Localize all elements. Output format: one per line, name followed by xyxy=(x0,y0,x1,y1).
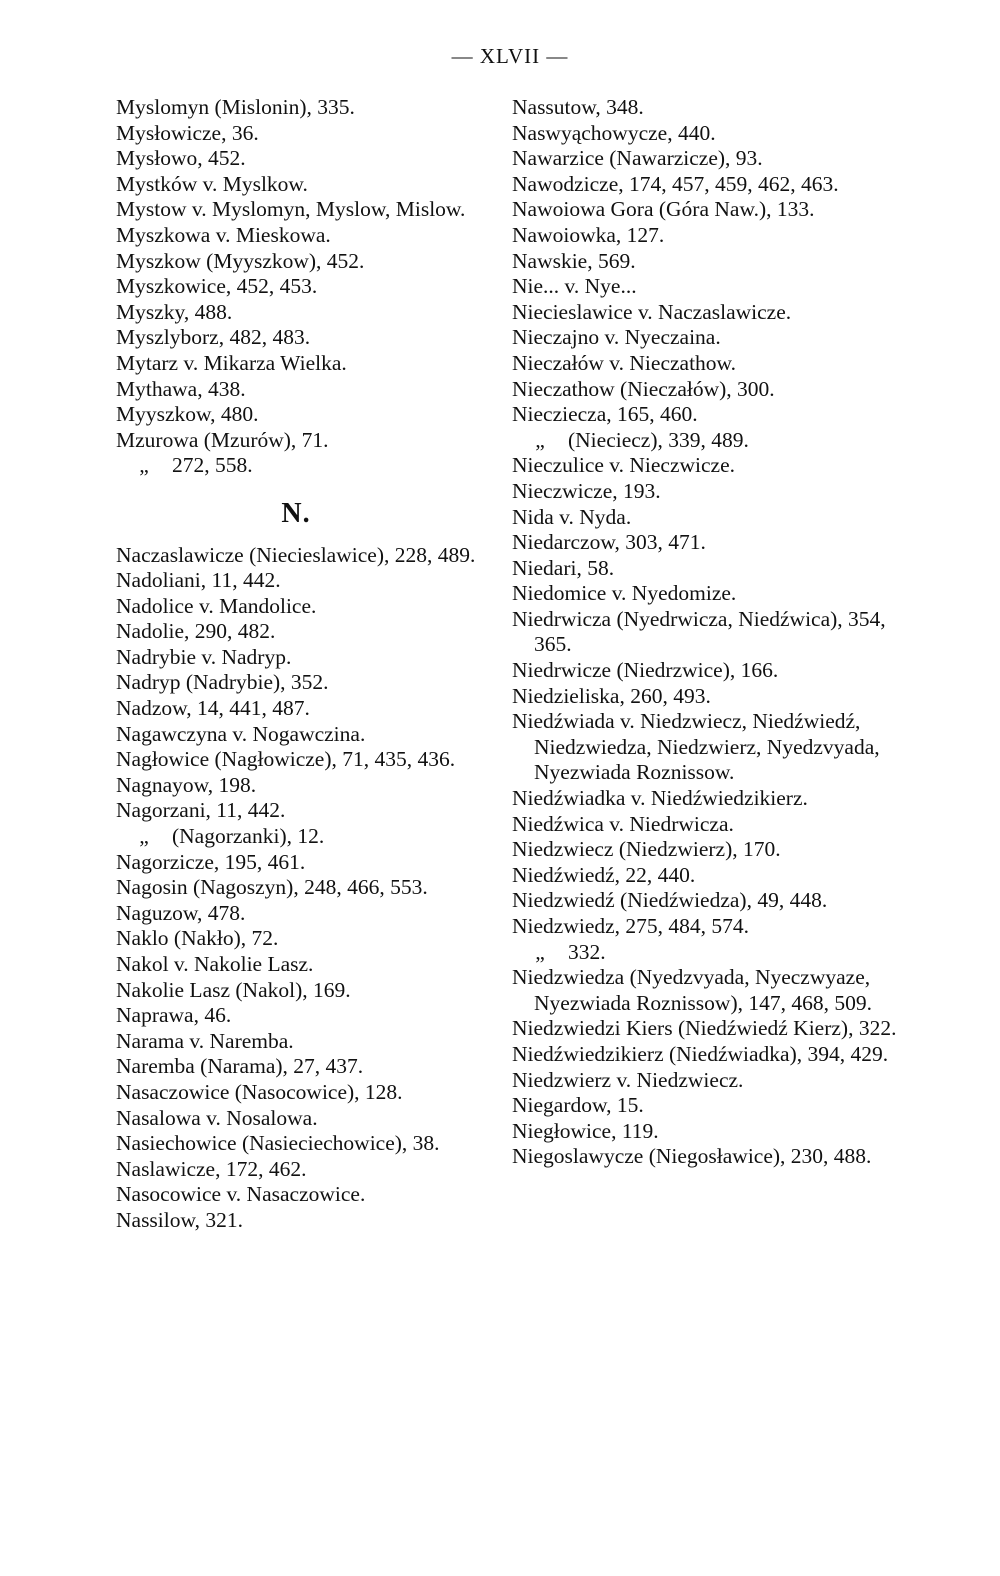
index-entry: Nadryp (Nadrybie), 352. xyxy=(116,670,329,695)
index-entry: Nagłowice (Nagłowicze), 71, 435, 436. xyxy=(116,747,456,772)
index-entry: Niedzwiedz, 275, 484, 574. xyxy=(512,914,750,938)
index-entry: Mytarz v. Mikarza Wielka. xyxy=(116,350,347,375)
ditto-text: 272, 558. xyxy=(172,453,253,478)
index-entry: Mysłowo, 452. xyxy=(116,146,246,171)
index-entry: Nawoiowka, 127. xyxy=(512,222,665,247)
index-entry: Niedźwica v. Niedrwicza. xyxy=(512,811,734,836)
index-entry: Nagnayow, 198. xyxy=(116,772,257,797)
index-entry: Nadolice v. Mandolice. xyxy=(116,593,317,618)
index-entry: Niedzwiecz (Niedzwierz), 170. xyxy=(512,837,781,862)
index-entry: Niedzwierz v. Niedzwiecz. xyxy=(512,1067,744,1092)
index-entry: Myszlyborz, 482, 483. xyxy=(116,325,311,350)
index-entry: Nassutow, 348. xyxy=(512,95,644,119)
ditto-entry xyxy=(116,824,506,850)
index-entry: Naguzow, 478. xyxy=(116,900,246,925)
index-entry: Nadolie, 290, 482. xyxy=(116,619,276,644)
ditto-mark: „ xyxy=(139,453,149,478)
index-entry: Niedźwiedź, 22, 440. xyxy=(512,862,696,887)
index-entry: Niedźwiadka v. Niedźwiedzikierz. xyxy=(512,786,808,811)
index-entry: Myszky, 488. xyxy=(116,299,233,324)
index-entry: Niedarczow, 303, 471. xyxy=(512,530,706,555)
index-entry: Nawodzicze, 174, 457, 459, 462, 463. xyxy=(512,171,839,196)
index-entry: Nida v. Nyda. xyxy=(512,504,632,529)
index-entry: Nadzow, 14, 441, 487. xyxy=(116,696,310,721)
ditto-entry xyxy=(512,940,907,966)
index-entry: Myszkowa v. Mieskowa. xyxy=(116,222,331,247)
index-entry: Mzurowa (Mzurów), 71. xyxy=(116,427,329,452)
index-entry: Myszkow (Myyszkow), 452. xyxy=(116,248,365,273)
index-entry: Nieczulice v. Nieczwicze. xyxy=(512,453,736,478)
index-entry: Niedzwiedź (Niedźwiedza), 49, 448. xyxy=(512,888,828,913)
index-entry: Niedzwiedza (Nyedzvyada, Nyeczwyaze, Nyezwiada Roznissow), 147, 468, 509. xyxy=(512,965,872,1015)
index-entry: Niedrwicze (Niedrzwice), 166. xyxy=(512,658,779,683)
entry-group-n-cont xyxy=(116,850,506,1234)
index-entry: Nieczwicze, 193. xyxy=(512,478,661,503)
index-entry: Niedzwiedzi Kiers (Niedźwiedź Kierz), 322. xyxy=(512,1016,897,1041)
index-entry: Nieczathow (Nieczałów), 300. xyxy=(512,376,775,401)
index-entry: Nawarzice (Nawarzicze), 93. xyxy=(512,146,763,171)
index-entry: Myyszkow, 480. xyxy=(116,402,259,427)
entry-group-b xyxy=(512,453,907,939)
index-entry: Naremba (Narama), 27, 437. xyxy=(116,1054,364,1079)
index-entry: Niegłowice, 119. xyxy=(512,1118,659,1143)
index-entry: Naswyąchowycze, 440. xyxy=(512,120,716,145)
section-letter-n: N. xyxy=(281,497,311,529)
index-entry: Nassilow, 321. xyxy=(116,1207,244,1232)
index-entry: Myszkowice, 452, 453. xyxy=(116,274,318,299)
index-entry: Naslawicze, 172, 462. xyxy=(116,1156,307,1181)
index-entry: Nasalowa v. Nosalowa. xyxy=(116,1105,318,1130)
entry-group-c xyxy=(512,965,907,1170)
index-entry: Nasaczowice (Nasocowice), 128. xyxy=(116,1079,403,1104)
entry-group-n xyxy=(116,543,506,825)
ditto-text: 332. xyxy=(568,939,606,964)
index-entry: Niegardow, 15. xyxy=(512,1093,644,1118)
index-entry: Nieczajno v. Nyeczaina. xyxy=(512,325,721,350)
index-entry: Narama v. Naremba. xyxy=(116,1028,294,1053)
index-column-right xyxy=(512,95,907,1170)
index-entry: Niecieslawice v. Naczaslawicze. xyxy=(512,299,792,324)
index-entry: Niedzieliska, 260, 493. xyxy=(512,683,711,708)
ditto-entry xyxy=(116,453,506,479)
index-entry: Nawskie, 569. xyxy=(512,248,636,273)
index-entry: Nie... v. Nye... xyxy=(512,274,637,299)
index-entry: Niedari, 58. xyxy=(512,555,615,580)
index-entry: Myslomyn (Mislonin), 335. xyxy=(116,95,355,119)
page-header xyxy=(0,44,1000,69)
ditto-text: (Nagorzanki), 12. xyxy=(172,824,325,849)
index-entry: Nieczałów v. Nieczathow. xyxy=(512,350,737,375)
ditto-text: (Nieciecz), 339, 489. xyxy=(568,427,749,452)
index-entry: Nadrybie v. Nadryp. xyxy=(116,644,292,669)
index-entry: Naprawa, 46. xyxy=(116,1003,232,1028)
entry-group-a xyxy=(512,95,907,428)
index-entry: Mysłowicze, 36. xyxy=(116,120,259,145)
index-entry: Niedźwiada v. Niedzwiecz, Niedźwiedź, Niedzwiedza, Niedzwierz, Nyedzvyada, Nyezwiada Roznissow. xyxy=(512,709,880,785)
index-column-left xyxy=(116,95,506,1234)
index-entry: Mystow v. Myslomyn, Myslow, Mislow. xyxy=(116,197,466,222)
index-entry: Nagawczyna v. Nogawczina. xyxy=(116,721,366,746)
index-entry: Niedomice v. Nyedomize. xyxy=(512,581,737,606)
index-entry: Niecziecza, 165, 460. xyxy=(512,402,698,427)
index-entry: Nawoiowa Gora (Góra Naw.), 133. xyxy=(512,197,815,222)
index-entry: Naczaslawicze (Niecieslawice), 228, 489. xyxy=(116,542,476,567)
index-entry: Niegoslawycze (Niegosławice), 230, 488. xyxy=(512,1144,872,1169)
ditto-entry xyxy=(512,428,907,454)
index-entry: Mystków v. Myslkow. xyxy=(116,171,308,196)
index-entry: Mythawa, 438. xyxy=(116,376,246,401)
index-entry: Nadoliani, 11, 442. xyxy=(116,568,281,593)
index-entry: Nasiechowice (Nasieciechowice), 38. xyxy=(116,1131,440,1156)
index-entry: Nagorzicze, 195, 461. xyxy=(116,849,306,874)
index-entry: Nakolie Lasz (Nakol), 169. xyxy=(116,977,351,1002)
index-entry: Nagosin (Nagoszyn), 248, 466, 553. xyxy=(116,875,428,900)
index-entry: Nagorzani, 11, 442. xyxy=(116,798,286,823)
index-entry: Naklo (Nakło), 72. xyxy=(116,926,279,951)
ditto-mark: „ xyxy=(535,939,545,964)
ditto-mark: „ xyxy=(535,427,545,452)
index-entry: Nasocowice v. Nasaczowice. xyxy=(116,1182,366,1207)
index-entry: Nakol v. Nakolie Lasz. xyxy=(116,952,314,976)
entry-group-m xyxy=(116,95,506,453)
index-entry: Niedrwicza (Nyedrwicza, Niedźwica), 354, 365. xyxy=(512,606,886,657)
index-entry: Niedźwiedzikierz (Niedźwiadka), 394, 429. xyxy=(512,1041,889,1066)
ditto-mark: „ xyxy=(139,824,149,849)
page-number: — XLVII — xyxy=(451,44,569,68)
